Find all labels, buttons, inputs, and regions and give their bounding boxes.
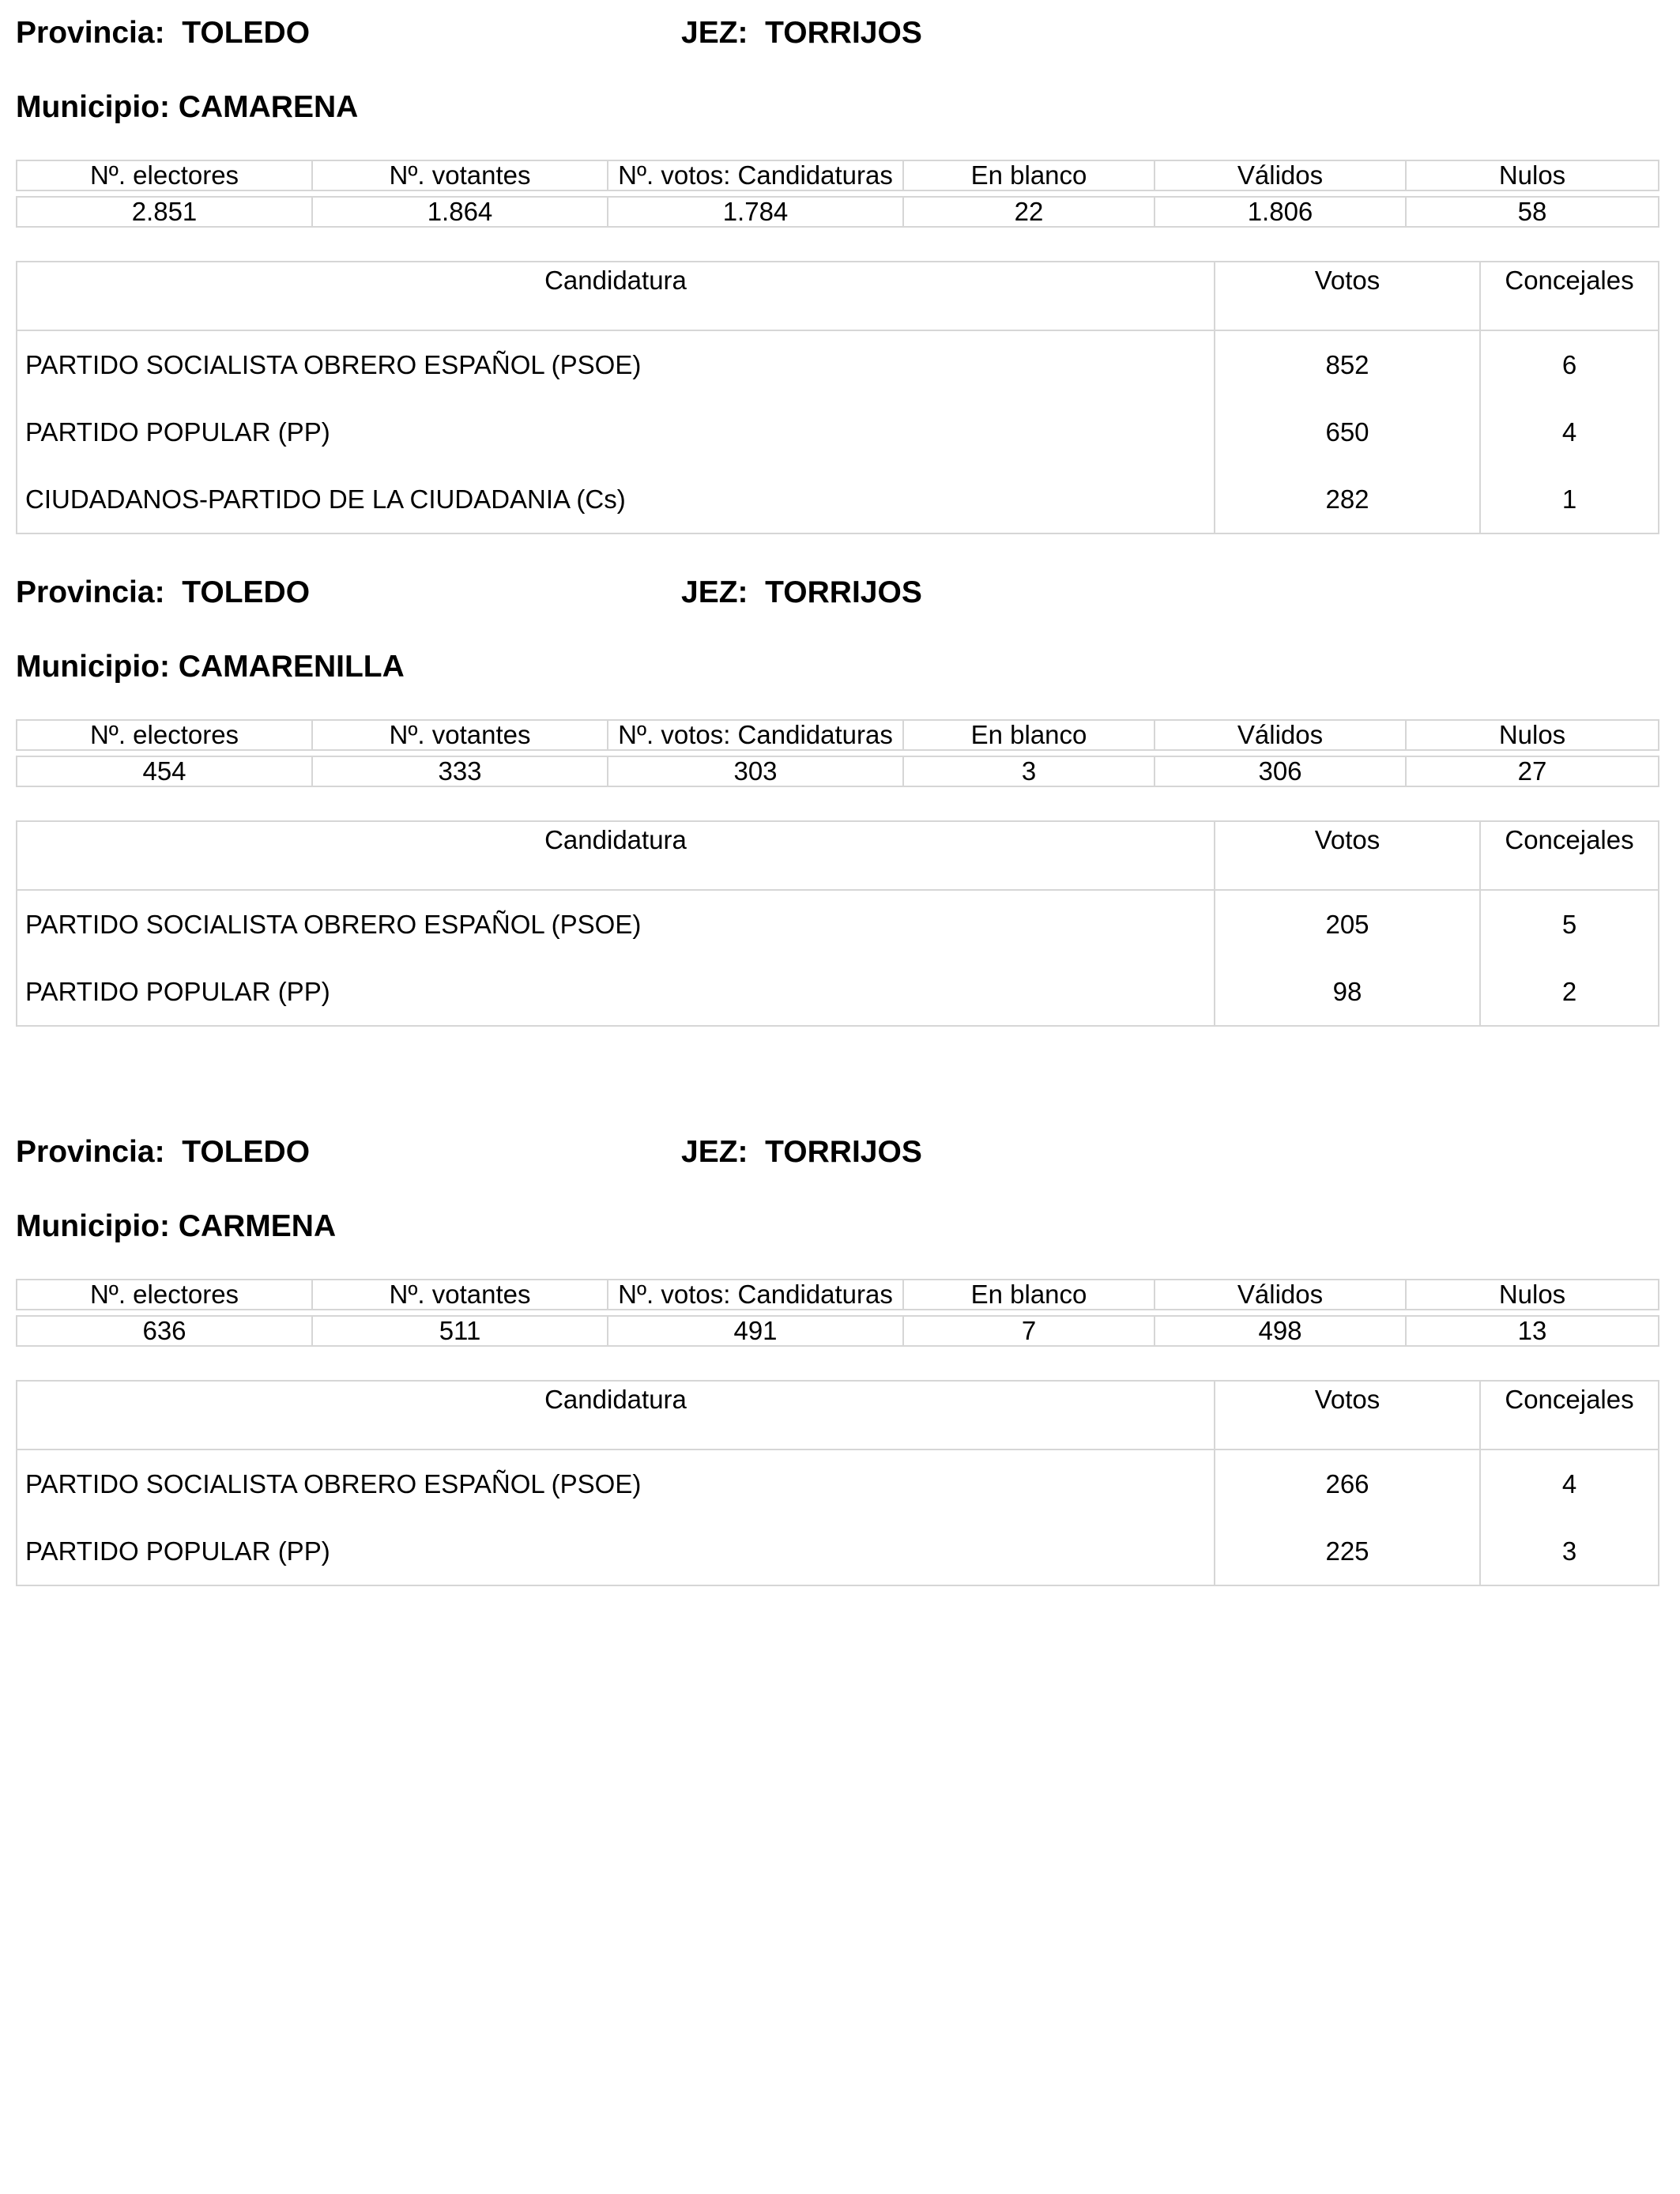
header-candidatura: Candidatura: [17, 821, 1215, 890]
concejales-value: 2: [1480, 958, 1659, 1026]
concejales-value: 1: [1480, 466, 1659, 533]
value-votantes: 333: [312, 756, 608, 786]
municipio-title: Municipio: CAMARENILLA: [16, 650, 405, 684]
votos-value: 98: [1215, 958, 1480, 1026]
summary-header-row: [17, 720, 1659, 750]
header-en-blanco: En blanco: [903, 720, 1155, 750]
header-nulos: Nulos: [1406, 160, 1659, 190]
header-votantes: Nº. votantes: [312, 720, 608, 750]
header-validos: Válidos: [1155, 1280, 1406, 1310]
summary-table: [16, 160, 1659, 228]
concejales-value: 6: [1480, 330, 1659, 398]
value-validos: 498: [1155, 1316, 1406, 1346]
header-votos: Votos: [1215, 1381, 1480, 1449]
candidatura-name: PARTIDO SOCIALISTA OBRERO ESPAÑOL (PSOE): [17, 1449, 1215, 1517]
value-votos-candidaturas: 491: [608, 1316, 903, 1346]
header-votos-candidaturas: Nº. votos: Candidaturas: [608, 160, 903, 190]
results-header-row: [17, 821, 1659, 890]
header-en-blanco: En blanco: [903, 1280, 1155, 1310]
candidatura-name: PARTIDO POPULAR (PP): [17, 1517, 1215, 1585]
votos-value: 266: [1215, 1449, 1480, 1517]
results-header-row: [17, 1381, 1659, 1449]
header-candidatura: Candidatura: [17, 1381, 1215, 1449]
value-en-blanco: 3: [903, 756, 1155, 786]
votos-value: 205: [1215, 890, 1480, 958]
summary-value-row: [17, 1316, 1659, 1346]
table-row: [17, 1517, 1659, 1585]
header-votos-candidaturas: Nº. votos: Candidaturas: [608, 1280, 903, 1310]
value-validos: 306: [1155, 756, 1406, 786]
header-nulos: Nulos: [1406, 720, 1659, 750]
municipio-title: Municipio: CARMENA: [16, 1209, 337, 1243]
results-header-row: [17, 262, 1659, 330]
header-en-blanco: En blanco: [903, 160, 1155, 190]
candidatura-name: PARTIDO SOCIALISTA OBRERO ESPAÑOL (PSOE): [17, 330, 1215, 398]
municipio-title: Municipio: CAMARENA: [16, 90, 359, 124]
value-electores: 636: [17, 1316, 312, 1346]
candidatura-name: PARTIDO POPULAR (PP): [17, 958, 1215, 1026]
votos-value: 282: [1215, 466, 1480, 533]
table-row: [17, 330, 1659, 398]
value-votos-candidaturas: 303: [608, 756, 903, 786]
concejales-value: 3: [1480, 1517, 1659, 1585]
summary-table: [16, 1279, 1659, 1347]
value-nulos: 13: [1406, 1316, 1659, 1346]
candidatura-name: PARTIDO SOCIALISTA OBRERO ESPAÑOL (PSOE): [17, 890, 1215, 958]
results-table: [16, 1380, 1659, 1586]
results-table: [16, 261, 1659, 534]
header-electores: Nº. electores: [17, 1280, 312, 1310]
header-concejales: Concejales: [1480, 262, 1659, 330]
header-votos-candidaturas: Nº. votos: Candidaturas: [608, 720, 903, 750]
header-candidatura: Candidatura: [17, 262, 1215, 330]
value-nulos: 58: [1406, 197, 1659, 227]
value-votantes: 1.864: [312, 197, 608, 227]
value-nulos: 27: [1406, 756, 1659, 786]
concejales-value: 4: [1480, 398, 1659, 466]
value-electores: 2.851: [17, 197, 312, 227]
table-row: [17, 958, 1659, 1026]
header-validos: Válidos: [1155, 160, 1406, 190]
table-row: [17, 466, 1659, 533]
votos-value: 650: [1215, 398, 1480, 466]
summary-header-row: [17, 160, 1659, 190]
table-row: [17, 398, 1659, 466]
jez-label: JEZ: TORRIJOS: [681, 575, 922, 609]
concejales-value: 4: [1480, 1449, 1659, 1517]
provincia-label: Provincia: TOLEDO: [16, 16, 311, 50]
header-votos: Votos: [1215, 262, 1480, 330]
value-electores: 454: [17, 756, 312, 786]
value-votos-candidaturas: 1.784: [608, 197, 903, 227]
votos-value: 225: [1215, 1517, 1480, 1585]
value-en-blanco: 7: [903, 1316, 1155, 1346]
candidatura-name: PARTIDO POPULAR (PP): [17, 398, 1215, 466]
header-validos: Válidos: [1155, 720, 1406, 750]
votos-value: 852: [1215, 330, 1480, 398]
value-votantes: 511: [312, 1316, 608, 1346]
header-votos: Votos: [1215, 821, 1480, 890]
header-votantes: Nº. votantes: [312, 1280, 608, 1310]
header-electores: Nº. electores: [17, 160, 312, 190]
concejales-value: 5: [1480, 890, 1659, 958]
header-concejales: Concejales: [1480, 821, 1659, 890]
header-votantes: Nº. votantes: [312, 160, 608, 190]
provincia-label: Provincia: TOLEDO: [16, 1135, 311, 1169]
table-row: [17, 890, 1659, 958]
table-row: [17, 1449, 1659, 1517]
summary-header-row: [17, 1280, 1659, 1310]
value-validos: 1.806: [1155, 197, 1406, 227]
jez-label: JEZ: TORRIJOS: [681, 16, 922, 50]
summary-table: [16, 719, 1659, 787]
header-concejales: Concejales: [1480, 1381, 1659, 1449]
results-table: [16, 820, 1659, 1027]
summary-value-row: [17, 756, 1659, 786]
candidatura-name: CIUDADANOS-PARTIDO DE LA CIUDADANIA (Cs): [17, 466, 1215, 533]
jez-label: JEZ: TORRIJOS: [681, 1135, 922, 1169]
header-nulos: Nulos: [1406, 1280, 1659, 1310]
header-electores: Nº. electores: [17, 720, 312, 750]
summary-value-row: [17, 197, 1659, 227]
value-en-blanco: 22: [903, 197, 1155, 227]
provincia-label: Provincia: TOLEDO: [16, 575, 311, 609]
